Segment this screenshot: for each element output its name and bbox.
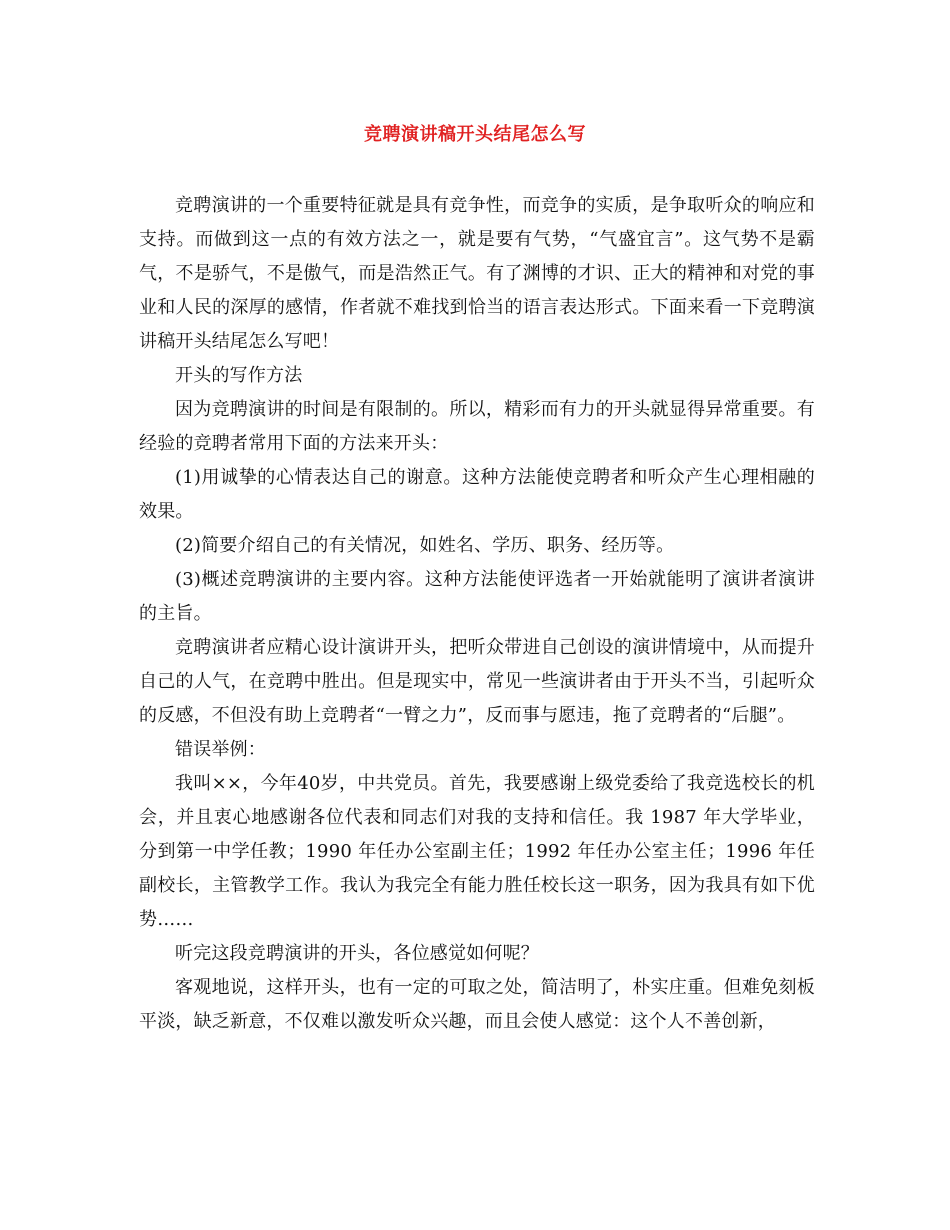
section-heading-wrong-example: 错误举例： xyxy=(175,739,266,760)
paragraph-design-opening: 竞聘演讲者应精心设计演讲开头，把听众带进自己创设的演讲情境中，从而提升自己的人气，在竞聘中胜出。但是现实中，常见一些演讲者由于开头不当，引起听众的反感，不但没有助上竞聘者“一臂之力”，反而事与愿违，拖了竞聘者的“后腿”。 xyxy=(139,637,815,726)
section-heading-opening-method: 开头的写作方法 xyxy=(175,365,303,386)
paragraph-example-speech: 我叫××，今年40岁，中共党员。首先，我要感谢上级党委给了我竞选校长的机会，并且衷心地感谢各位代表和同志们对我的支持和信任。我 1987 年大学毕业，分到第一中学任教；1990 年任办公室副主任；1992 年任办公室主任；1996 年任副校长，主管教学工作。我认为我完全有能力胜任校长这一职务，因为我具有如下优势…… xyxy=(139,773,815,930)
list-item-method-1: (1)用诚挚的心情表达自己的谢意。这种方法能使竞聘者和听众产生心理相融的效果。 xyxy=(139,467,815,522)
document-title: 竞聘演讲稿开头结尾怎么写 xyxy=(364,124,586,145)
list-item-method-3: (3)概述竞聘演讲的主要内容。这种方法能使评选者一开始就能明了演讲者演讲的主旨。 xyxy=(139,569,815,624)
document-body xyxy=(139,189,815,1039)
paragraph-intro: 竞聘演讲的一个重要特征就是具有竞争性，而竞争的实质，是争取听众的响应和支持。而做到这一点的有效方法之一，就是要有气势，“气盛宜言”。这气势不是霸气，不是骄气，不是傲气，而是浩然正气。有了渊博的才识、正大的精神和对党的事业和人民的深厚的感情，作者就不难找到恰当的语言表达形式。下面来看一下竞聘演讲稿开头结尾怎么写吧！ xyxy=(139,195,815,352)
paragraph-analysis: 客观地说，这样开头，也有一定的可取之处，简洁明了，朴实庄重。但难免刻板平淡，缺乏新意，不仅难以激发听众兴趣，而且会使人感觉：这个人不善创新， xyxy=(139,977,815,1032)
list-item-method-2: (2)简要介绍自己的有关情况，如姓名、学历、职务、经历等。 xyxy=(175,535,675,556)
paragraph-question: 听完这段竞聘演讲的开头，各位感觉如何呢？ xyxy=(175,943,539,964)
paragraph-opening-importance: 因为竞聘演讲的时间是有限制的。所以，精彩而有力的开头就显得异常重要。有经验的竞聘者常用下面的方法来开头： xyxy=(139,399,815,454)
